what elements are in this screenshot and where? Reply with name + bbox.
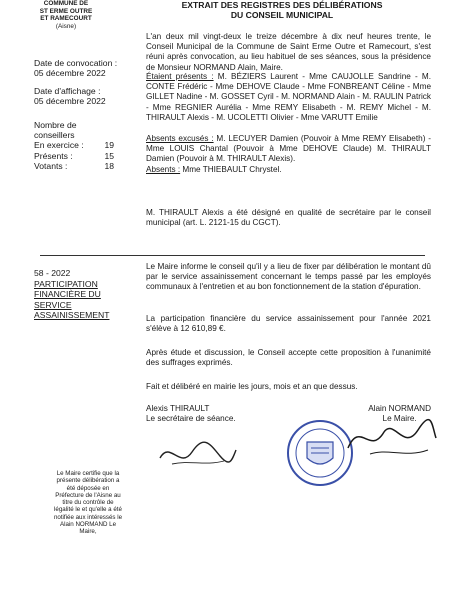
body-paragraph-1: Le Maire informe le conseil qu'il y a lieu de fixer par délibération le montant dû par le service assainissement concernant le temps passé par les employés communaux à l'entretien et au bon fonctionnement de la station d'épuration.	[146, 262, 431, 292]
secretary-signature	[146, 404, 236, 424]
count-row-votants	[34, 161, 114, 171]
count-value-votants: 18	[104, 160, 114, 171]
excuses-text: M. LECUYER Damien (Pouvoir à Mme REMY Elisabeth) - Mme LOUIS Chantal (Pouvoir à Mme DEHOVE Claude) M. THIRAULT Damien (Pouvoir à M. THIRAULT Alexis).	[146, 134, 431, 164]
document-title	[132, 0, 432, 20]
section-heading	[34, 268, 130, 321]
body-paragraph-4: Fait et délibéré en mairie les jours, mois et an que dessus.	[146, 382, 358, 391]
section-title-1: PARTICIPATION	[34, 278, 98, 289]
count-value-presents: 15	[104, 150, 114, 161]
section-number: 58 - 2022	[34, 268, 71, 278]
convocation-date: 05 décembre 2022	[34, 68, 106, 79]
count-label-presents: Présents :	[34, 150, 73, 161]
title-line-2: DU CONSEIL MUNICIPAL	[230, 10, 334, 20]
convocation-label: Date de convocation :	[34, 58, 118, 68]
count-row-presents	[34, 151, 114, 161]
excuses-paragraph	[146, 134, 431, 165]
absents-text: Mme THIEBAULT Chrystel.	[180, 164, 282, 174]
excuses-block	[146, 134, 431, 175]
title-line-1: EXTRAIT DES REGISTRES DES DÉLIBÉRATIONS	[181, 0, 383, 10]
excuses-label: Absents excusés :	[146, 134, 214, 143]
commune-line-2: ST ERME OUTRE	[39, 7, 93, 15]
presents-text: M. BÉZIERS Laurent - Mme CAUJOLLE Sandrine - M. CONTE Frédéric - Mme DEHOVE Claude - Mme FONBREANT Céline - Mme GILLET Nadine - M. GOSSET Cyril - M. NORMAND Alain - M. RAULIN Patrick - Mme REGNIER Aurélia - Mme REMY Elisabeth - M. REMY Michel - M. THIRAULT Alexis - M. UCOLETTI Olivier - Mme VARUTT Emilie	[146, 72, 432, 122]
attendance-block	[146, 72, 431, 131]
convocation-block	[34, 58, 117, 78]
absents-label: Absents :	[146, 164, 181, 174]
commune-line-3: ET RAMECOURT	[40, 15, 92, 23]
section-title-4: ASSAINISSEMENT	[34, 310, 110, 320]
section-title-2: FINANCIÈRE DU	[34, 289, 101, 299]
mayor-handwritten-signature	[340, 408, 440, 468]
affichage-date: 05 décembre 2022	[34, 96, 106, 107]
count-row-exercice	[34, 140, 114, 150]
legal-certification-note: Le Maire certifie que la présente délibération a été déposée en Préfecture de l'Aisne au titre du contrôle de légalité le et qu'elle a été notifiée aux intéressés le Alain NORMAND Le Maire,	[53, 470, 123, 536]
commune-line-1: COMMUNE DE	[43, 0, 89, 7]
count-label-exercice: En exercice :	[34, 140, 84, 151]
body-paragraph-2: La participation financière du service assainissement pour l'année 2021 s'élève à 12 610,89 €.	[146, 314, 431, 334]
section-title-3: SERVICE	[34, 299, 72, 310]
member-counts	[34, 120, 114, 171]
counts-label-1: Nombre de	[34, 120, 77, 130]
presents-label: Étaient présents :	[146, 72, 214, 81]
intro-paragraph: L'an deux mil vingt-deux le treize décembre à dix neuf heures trente, le Conseil Municipal de la Commune de Saint Erme Outre et Ramecourt, s'est réuni après convocation, au lieu habituel de ses séances, sous la présidence de Monsieur NORMAND Alain, Maire.	[146, 32, 431, 72]
count-label-votants: Votants :	[34, 160, 68, 171]
counts-label-2: conseillers	[34, 130, 75, 141]
affichage-label: Date d'affichage :	[34, 86, 101, 96]
left-column	[6, 0, 126, 30]
secretary-paragraph: M. THIRAULT Alexis a été désigné en qualité de secrétaire par le conseil municipal (art. L. 2121-15 du CGCT).	[146, 208, 431, 228]
body-paragraph-3: Après étude et discussion, le Conseil accepte cette proposition à l'unanimité des suffrages exprimés.	[146, 348, 431, 368]
section-divider	[40, 255, 425, 256]
secretary-name: Alexis THIRAULT	[146, 404, 210, 413]
presents-paragraph	[146, 72, 431, 123]
secretary-handwritten-signature	[150, 430, 240, 475]
count-value-exercice: 19	[104, 140, 114, 151]
absents-paragraph	[146, 165, 431, 175]
mayor-name: Alain NORMAND	[368, 404, 431, 413]
mayor-role: Le Maire.	[382, 414, 417, 424]
commune-header	[6, 0, 126, 30]
commune-dept: (Aisne)	[55, 22, 77, 30]
affichage-block	[34, 86, 106, 106]
secretary-role: Le secrétaire de séance.	[146, 414, 236, 424]
